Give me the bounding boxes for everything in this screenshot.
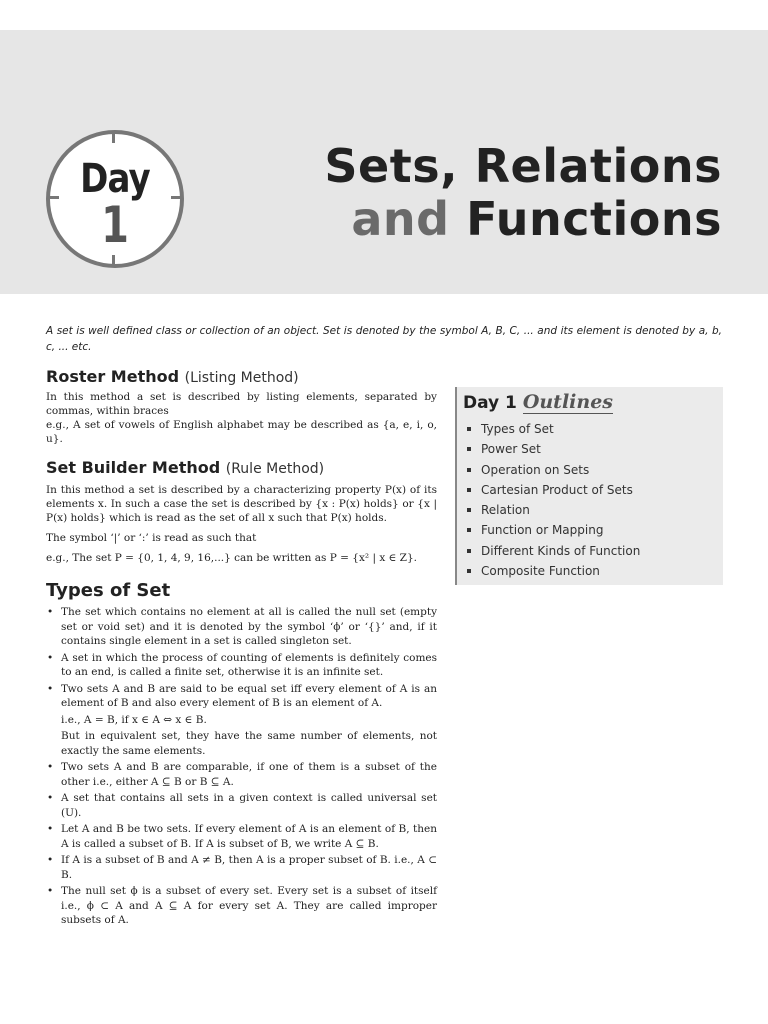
list-item: • If A is a subset of B and A ≠ B, then A is a proper subset of B. i.e., A ⊂ B. xyxy=(46,853,437,882)
outline-item: Types of Set xyxy=(467,419,640,439)
day-label: Day xyxy=(80,156,150,202)
outline-item: Power Set xyxy=(467,439,640,459)
types-heading: Types of Set xyxy=(46,580,171,601)
clock-icon xyxy=(46,130,184,268)
list-item: • A set in which the process of counting of elements is definitely comes to an end, is called a finite set, otherwise it is an infinite set. xyxy=(46,651,437,680)
outline-item: Function or Mapping xyxy=(467,520,640,540)
day-number: 1 xyxy=(101,196,129,254)
list-item: • Two sets A and B are comparable, if one of them is a subset of the other i.e., either A ⊆ B or B ⊆ A. xyxy=(46,760,437,789)
outline-item: Relation xyxy=(467,500,640,520)
roster-heading: Roster Method (Listing Method) xyxy=(46,367,299,386)
outline-item: Operation on Sets xyxy=(467,460,640,480)
list-item: • Let A and B be two sets. If every element of A is an element of B, then A is called a subset of B. If A is subset of B, we write A ⊆ B. xyxy=(46,822,437,851)
builder-desc: In this method a set is described by a characterizing property P(x) of its elements x. In such a case the set is described by {x : P(x) holds} or {x | P(x) holds} which is read as the set of all x such that P(x) holds. xyxy=(46,484,437,524)
builder-symbol: The symbol ‘|’ or ‘:’ is read as such that xyxy=(46,532,257,544)
roster-section xyxy=(46,367,437,446)
list-item: • The null set ϕ is a subset of every set. Every set is a subset of itself i.e., ϕ ⊂ A and A ⊆ A for every set A. They are called improper subsets of A. xyxy=(46,884,437,928)
outline-list xyxy=(467,419,640,581)
builder-example: e.g., The set P = {0, 1, 4, 9, 16,...} can be written as P = {x² | x ∈ Z}. xyxy=(46,552,417,564)
title-and: and xyxy=(351,192,450,246)
outline-box xyxy=(455,387,723,585)
outline-item: Cartesian Product of Sets xyxy=(467,480,640,500)
list-item: • A set that contains all sets in a given context is called universal set (U). xyxy=(46,791,437,820)
types-section xyxy=(46,580,437,930)
chapter-title xyxy=(324,140,722,246)
builder-heading: Set Builder Method (Rule Method) xyxy=(46,458,325,477)
builder-section xyxy=(46,458,437,565)
outline-title: Day 1 Outlines xyxy=(463,391,613,413)
outline-item: Composite Function xyxy=(467,561,640,581)
roster-example: e.g., A set of vowels of English alphabet may be described as {a, e, i, o, u}. xyxy=(46,419,437,445)
intro-text: A set is well defined class or collection of an object. Set is denoted by the symbol A, B, C, ... and its element is denoted by a, b, c, ... etc. xyxy=(46,325,722,353)
title-functions: Functions xyxy=(466,192,722,246)
list-item: • Two sets A and B are said to be equal set iff every element of A is an element of B and also every element of B is an element of A. i.e., A = B, if x ∈ A ⇔ x ∈ B. But in equivalent set, they have the same number of elements, not exactly the same elements. xyxy=(46,682,437,759)
roster-desc: In this method a set is described by listing elements, separated by commas, within braces xyxy=(46,391,437,417)
types-list xyxy=(46,605,437,928)
title-line-2 xyxy=(324,193,722,246)
list-item: • The set which contains no element at all is called the null set (empty set or void set) and it is denoted by the symbol ‘ϕ’ or ‘{}’ and, if it contains single element in a set is called singleton set. xyxy=(46,605,437,649)
outline-item: Different Kinds of Function xyxy=(467,541,640,561)
title-line-1: Sets, Relations xyxy=(324,139,722,193)
